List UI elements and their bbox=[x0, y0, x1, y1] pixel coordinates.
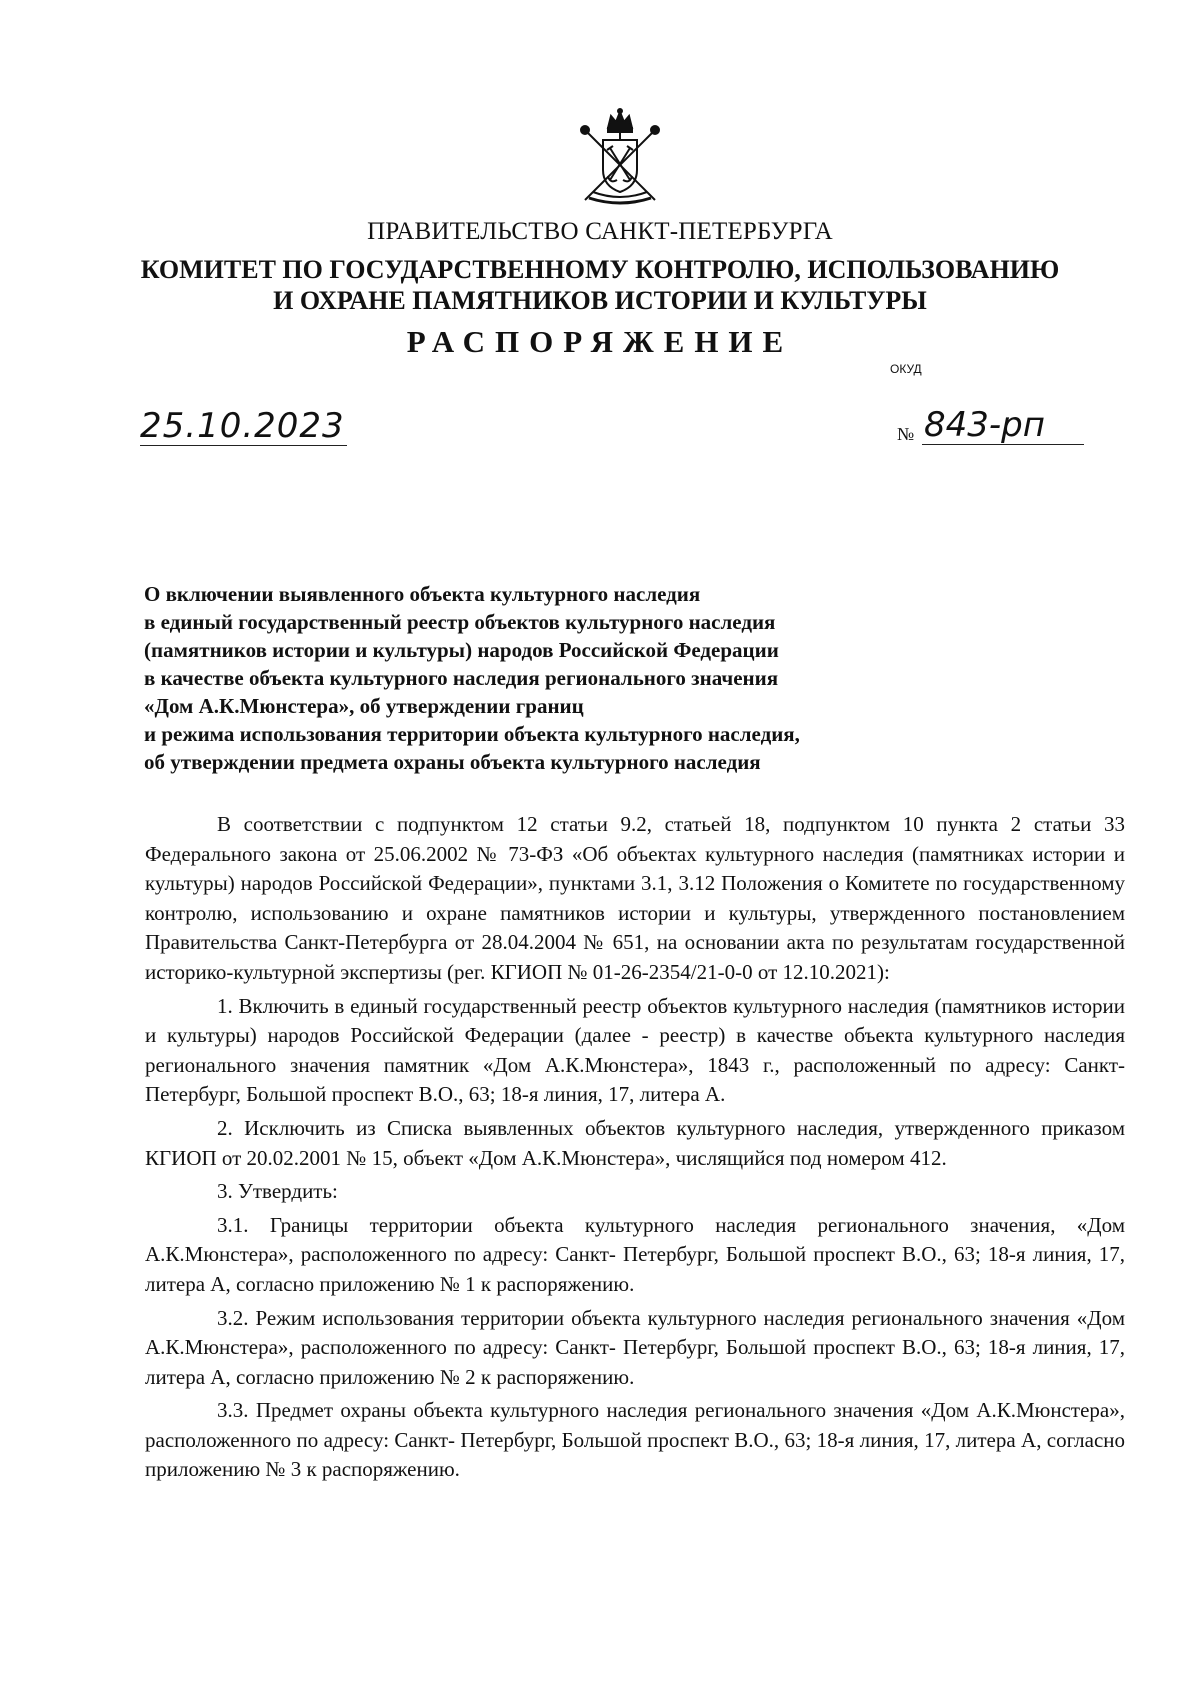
document-body bbox=[145, 810, 1125, 1485]
government-title: ПРАВИТЕЛЬСТВО САНКТ-ПЕТЕРБУРГА bbox=[367, 218, 833, 245]
subject-line: в качестве объекта культурного наследия регионального значения bbox=[144, 666, 779, 690]
clause-1-paragraph: 1. Включить в единый государственный реестр объектов культурного наследия (памятников истории и культуры) народов Российской Федерации (далее - реестр) в качестве объекта культурного наследия регионального значения памятник «Дом А.К.Мюнстера», 1843 г., расположенный по адресу: Санкт- Петербург, Большой проспект В.О., 63; 18-я линия, 17, литера А. bbox=[145, 993, 1125, 1107]
clause-3-1-paragraph: 3.1. Границы территории объекта культурного наследия регионального значения, «Дом А.К.Мюнстера», расположенного по адресу: Санкт- Петербург, Большой проспект В.О., 63; 18-я линия, 17, литера А, согласно приложению № 1 к распоряжению. bbox=[145, 1212, 1125, 1296]
subject-line: «Дом А.К.Мюнстера», об утверждении границ bbox=[144, 694, 584, 718]
clause-3-3-paragraph: 3.3. Предмет охраны объекта культурного наследия регионального значения «Дом А.К.Мюнстера», расположенного по адресу: Санкт- Петербург, Большой проспект В.О., 63; 18-я линия, 17, литера А, согласно приложению № 3 к распоряжению. bbox=[145, 1398, 1125, 1482]
number-label: № bbox=[897, 424, 915, 444]
subject-line: (памятников истории и культуры) народов Российской Федерации bbox=[144, 638, 779, 662]
subject-line: и режима использования территории объекта культурного наследия, bbox=[144, 722, 800, 746]
document-subject bbox=[144, 580, 944, 776]
clause-3-paragraph: 3. Утвердить: bbox=[217, 1179, 338, 1204]
committee-name-line-1: КОМИТЕТ ПО ГОСУДАРСТВЕННОМУ КОНТРОЛЮ, ИСПОЛЬЗОВАНИЮ bbox=[140, 255, 1060, 284]
subject-line: в единый государственный реестр объектов культурного наследия bbox=[144, 610, 776, 634]
preamble-paragraph: В соответствии с подпунктом 12 статьи 9.2, статьей 18, подпунктом 10 пункта 2 статьи 33 Федерального закона от 25.06.2002 № 73-ФЗ «Об объектах культурного наследия (памятниках истории и культуры) народов Российской Федерации», пунктами 3.1, 3.12 Положения о Комитете по государственному контролю, использованию и охране памятников истории и культуры, утвержденного постановлением Правительства Санкт-Петербурга от 28.04.2004 № 651, на основании акта по результатам государственной историко-культурной экспертизы (рег. КГИОП № 01-26-2354/21-0-0 от 12.10.2021): bbox=[145, 812, 1125, 984]
document-date: 25.10.2023 bbox=[140, 406, 345, 446]
clause-3-2-paragraph: 3.2. Режим использования территории объекта культурного наследия регионального значения «Дом А.К.Мюнстера», расположенного по адресу: Санкт- Петербург, Большой проспект В.О., 63; 18-я линия, 17, литера А, согласно приложению № 2 к распоряжению. bbox=[145, 1305, 1125, 1389]
committee-name bbox=[0, 254, 1200, 316]
document-number: 843-рп bbox=[922, 406, 1084, 445]
subject-line: О включении выявленного объекта культурного наследия bbox=[144, 582, 701, 606]
okud-label: ОКУД bbox=[890, 362, 922, 376]
saint-petersburg-coat-of-arms-icon bbox=[575, 108, 665, 208]
committee-name-line-2: И ОХРАНЕ ПАМЯТНИКОВ ИСТОРИИ И КУЛЬТУРЫ bbox=[273, 286, 927, 315]
subject-line: об утверждении предмета охраны объекта культурного наследия bbox=[144, 750, 761, 774]
document-type: РАСПОРЯЖЕНИЕ bbox=[406, 324, 794, 359]
clause-2-paragraph: 2. Исключить из Списка выявленных объектов культурного наследия, утвержденного приказом КГИОП от 20.02.2001 № 15, объект «Дом А.К.Мюнстера», числящийся под номером 412. bbox=[145, 1115, 1125, 1170]
